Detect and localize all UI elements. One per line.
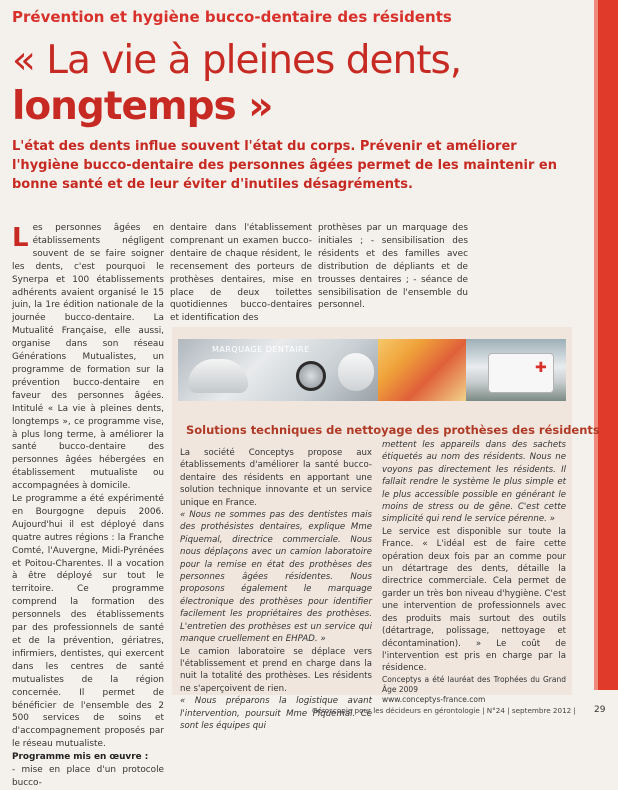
- box-left-paragraph-1: La société Conceptys propose aux établissements d'améliorer la santé bucco-dentaire des résidents en apportant une solution technique innovante et un service unique en France.: [180, 448, 372, 508]
- box-left-paragraph-3: Le camion laboratoire se déplace vers l'établissement et prend en charge dans la nuit la totalité des prothèses. Les résidents ne s'aperçoivent de rien.: [180, 646, 372, 694]
- drop-cap: L: [12, 223, 29, 253]
- page-footer: Géroscopie pour les décideurs en gérontologie | N°24 | septembre 2012 |: [312, 706, 576, 715]
- photo-strip: [178, 339, 566, 401]
- box-column-left: [180, 447, 372, 732]
- accent-stripe: [598, 0, 618, 690]
- box-left-paragraph-4: « Nous préparons la logistique avant l'intervention, poursuit Mme Piquemal. Ce sont les équipes qui: [180, 696, 372, 731]
- box-left-paragraph-2: « Nous ne sommes pas des dentistes mais des prothésistes dentaires, explique Mme Piquemal, directrice commerciale. Nous nous déplaçons avec un camion laboratoire pour la remise en état des prothèses des personnes âgées résidentes. Nous proposons également le marquage électronique des prothèses pour identifier facilement les propriétaires des prothèses. L'entretien des prothèses est un service qui manque cruellement en EHPAD. »: [180, 510, 372, 645]
- magnifier-image: [296, 361, 326, 391]
- article-column-2: [170, 222, 312, 325]
- col1-heading: Programme mis en œuvre :: [12, 752, 149, 763]
- box-title: Solutions techniques de nettoyage des prothèses des résidents: [186, 423, 600, 437]
- denture-image-2: [338, 353, 374, 391]
- box-right-paragraph-1: mettent les appareils dans des sachets étiquetés au nom des résidents. Nous ne voyons pas directement les résidents. Il fallait rendre le système le plus simple et le plus accessible possible en générant le moins de stress ou de gêne. C'est cette simplicité qui rend le service pérenne. »: [382, 440, 566, 525]
- box-right-paragraph-2: Le service est disponible sur toute la France. « L'idéal est de faire cette opération deux fois par an comme pour un détartrage des dents, détaille la directrice commerciale. Cela permet de garder un très bon niveau d'hygiène. C'est une intervention de professionnels avec des produits mais surtout des outils (détartrage, polissage, nettoyage et décontamination). » Le coût de l'intervention est pris en charge par la résidence.: [382, 526, 566, 674]
- page-number: 29: [594, 705, 606, 715]
- denture-image: [188, 359, 248, 393]
- cross-icon: ✚: [535, 360, 547, 376]
- article-column-1: [12, 222, 164, 790]
- box-column-right: [382, 439, 566, 705]
- col1-paragraph-2: Le programme a été expérimenté en Bourgogne depuis 2006. Aujourd'hui il est déployé dans quatre autres régions : la Franche Comté, l'Auvergne, Midi-Pyrénées et Poitou-Charentes. Il a vocation à être déployé sur tout le territoire. Ce programme comprend la formation des personnels des établissements par des professionnels de santé et de la prévention, gériatres, infirmiers, dentistes, qui exercent dans les centres de santé mutualistes de la région concernée. Il permet de bénéficier de l'ensemble des 2 500 services de soins et d'accompagnement proposés par le réseau mutualiste.: [12, 494, 164, 750]
- col2-paragraph: dentaire dans l'établissement comprenant un examen bucco-dentaire de chaque résident, le recensement des porteurs de prothèses dentaires, mise en place de deux toilettes quotidiennes bucco-dentaires et identification des: [170, 223, 312, 324]
- photo-caption: MARQUAGE DENTAIRE: [212, 345, 310, 354]
- box-award-note: Conceptys a été lauréat des Trophées du Grand Âge 2009: [382, 674, 566, 694]
- article-title-line2: longtemps »: [12, 84, 273, 129]
- article-title-line1: « La vie à pleines dents,: [12, 38, 462, 83]
- col1-paragraph-1: es personnes âgées en établissements négligent souvent de se faire soigner les dents, c'est pourquoi le Synerpa et 100 établissements adhérents avaient organisé le 15 juin, la 1re édition nationale de la journée bucco-dentaire. La Mutualité Française, elle aussi, organise dans son réseau Générations Mutualistes, un programme de formation sur la prévention bucco-dentaire en faveur des personnes âgées. Intitulé « La vie à pleines dents, longtemps », ce programme vise, à plus long terme, à améliorer la santé bucco-dentaire des personnes âgées hébergées en établissement mutualiste ou accompagnées à domicile.: [12, 223, 164, 492]
- box-website-link[interactable]: www.conceptys-france.com: [382, 694, 486, 704]
- article-column-3: [318, 222, 468, 312]
- photo-lab-van: [466, 339, 566, 401]
- section-kicker: Prévention et hygiène bucco-dentaire des résidents: [12, 8, 452, 26]
- photo-denture-marking: [178, 339, 378, 401]
- van-image: [488, 353, 554, 393]
- col3-paragraph: prothèses par un marquage des initiales ; - sensibilisation des résidents et des familles avec distribution de dépliants et de trousses dentaires ; - séance de sensibilisation de l'ensemble du personnel.: [318, 223, 468, 311]
- col1-list-item: - mise en place d'un protocole bucco-: [12, 765, 164, 788]
- photo-dental-close-up: [378, 339, 466, 401]
- article-lead: L'état des dents influe souvent l'état du corps. Prévenir et améliorer l'hygiène bucco-dentaire des personnes âgées permet de les maintenir en bonne santé et de leur éviter d'inutiles désagréments.: [12, 139, 557, 192]
